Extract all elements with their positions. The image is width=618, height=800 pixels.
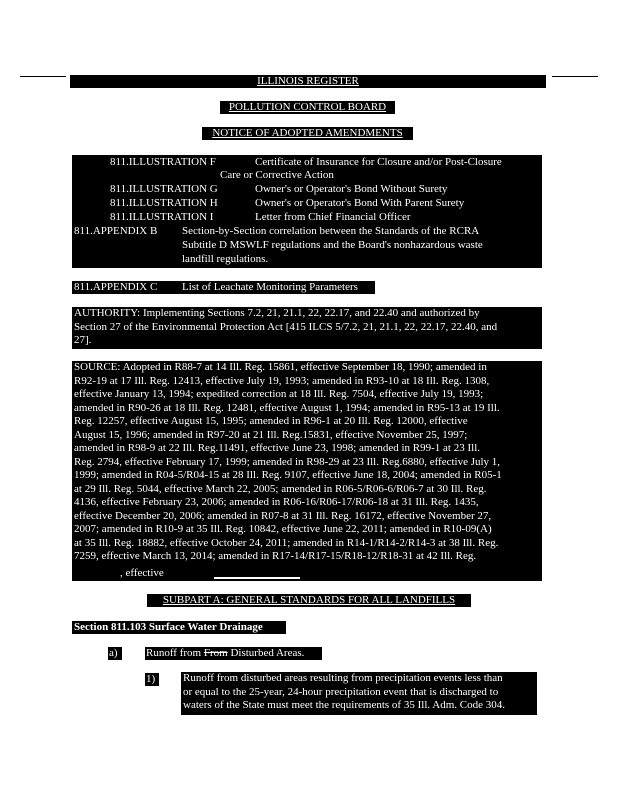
toc-illus-f-text-2: Care or Corrective Action xyxy=(220,169,334,181)
toc-illus-g-id: 811.ILLUSTRATION G xyxy=(110,183,218,195)
toc-app-c-row xyxy=(72,281,375,294)
blank-gap xyxy=(214,577,300,579)
source-line: effective January 13, 1994; expedited correction at 18 Ill. Reg. 7504, effective July 19, 1993; xyxy=(74,388,484,400)
item-a-text-after: Disturbed Areas. xyxy=(227,647,305,659)
source-line: Reg. 2794, effective February 17, 1999; amended in R98-29 at 23 Ill. Reg.6880, effective July 1, xyxy=(74,455,501,468)
top-rule-left xyxy=(20,76,66,77)
item-1-line-1: Runoff from disturbed areas resulting from precipitation events less than xyxy=(183,672,503,684)
toc-illus-i-text: Letter from Chief Financial Officer xyxy=(255,211,411,223)
register-title: ILLINOIS REGISTER xyxy=(257,75,359,87)
source-block xyxy=(72,361,542,567)
item-a-label: a) xyxy=(109,647,118,659)
source-line: at 35 Ill. Reg. 18882, effective October 24, 2011; amended in R14-1/R14-2/R14-3 at 38 Ill. Reg. xyxy=(74,536,499,549)
section-title: Section 811.103 Surface Water Drainage xyxy=(74,621,263,633)
source-line: amended in R90-26 at 18 Ill. Reg. 12481, effective August 1, 1994; amended in R95-13 at 19 Ill. xyxy=(74,401,500,414)
authority-block xyxy=(72,307,542,349)
toc-illus-i-id: 811.ILLUSTRATION I xyxy=(110,211,214,223)
source-line: amended in R98-9 at 22 Ill. Reg.11491, effective June 23, 1998; amended in R99-1 at 23 Ill. xyxy=(74,442,480,454)
authority-line-2: Section 27 of the Environmental Protection Act [415 ILCS 5/7.2, 21, 21.1, 22, 22.17, 22.40, and xyxy=(74,320,498,333)
item-a-text-before: Runoff from xyxy=(146,647,204,659)
notice-header xyxy=(202,127,413,140)
item-a-label-box xyxy=(108,647,122,660)
source-line: 2007; amended in R10-9 at 35 Ill. Reg. 10842, effective June 22, 2011; amended in R10-09(A) xyxy=(74,523,492,535)
toc-app-c-text: List of Leachate Monitoring Parameters xyxy=(182,281,358,293)
source-line: SOURCE: Adopted in R88-7 at 14 Ill. Reg. 15861, effective September 18, 1990; amended in xyxy=(74,361,487,373)
toc-illus-h-text: Owner's or Operator's Bond With Parent Surety xyxy=(255,197,465,209)
toc-block xyxy=(72,155,542,268)
source-line: 7259, effective March 13, 2014; amended in R17-14/R17-15/R18-12/R18-31 at 42 Ill. Reg. xyxy=(74,550,477,562)
board-title: POLLUTION CONTROL BOARD xyxy=(228,101,387,113)
toc-illus-g-text: Owner's or Operator's Bond Without Surety xyxy=(255,183,448,195)
source-line: effective December 20, 2006; amended in R07-8 at 31 Ill. Reg. 16172, effective November 27, xyxy=(74,509,492,522)
toc-illus-f-text-1: Certificate of Insurance for Closure and/or Post-Closure xyxy=(255,156,502,168)
toc-app-b-text-2: Subtitle D MSWLF regulations and the Board's nonhazardous waste xyxy=(182,239,483,251)
authority-line-1: AUTHORITY: Implementing Sections 7.2, 21, 21.1, 22, 22.17, and 22.40 and authorized by xyxy=(74,307,480,319)
toc-illus-h-id: 811.ILLUSTRATION H xyxy=(110,197,218,209)
item-1-text-box xyxy=(181,672,537,715)
source-line: 4136, effective February 23, 2006; amended in R06-16/R06-17/R06-18 at 31 Ill. Reg. 1435, xyxy=(74,496,479,508)
source-last-row xyxy=(72,567,542,581)
source-line: August 15, 1996; amended in R97-20 at 21 Ill. Reg.15831, effective November 25, 1997; xyxy=(74,428,468,441)
source-line: R92-19 at 17 Ill. Reg. 12413, effective July 19, 1993; amended in R93-10 at 18 Ill. Reg. 1308, xyxy=(74,374,490,387)
item-1-label: 1) xyxy=(146,673,156,685)
register-header xyxy=(70,75,546,88)
subpart-row xyxy=(147,594,471,607)
item-1-line-2: or equal to the 25-year, 24-hour precipitation event that is discharged to xyxy=(183,685,499,698)
toc-app-b-id: 811.APPENDIX B xyxy=(74,225,158,237)
section-row xyxy=(72,621,286,634)
source-last-line: , effective xyxy=(120,567,164,579)
notice-title: NOTICE OF ADOPTED AMENDMENTS xyxy=(212,127,403,139)
top-rule-right xyxy=(552,76,598,77)
subpart-title: SUBPART A: GENERAL STANDARDS FOR ALL LANDFILLS xyxy=(162,594,456,606)
toc-app-b-text-1: Section-by-Section correlation between the Standards of the RCRA xyxy=(182,225,480,237)
board-header xyxy=(220,101,395,114)
source-line: at 29 Ill. Reg. 5044, effective March 22, 2005; amended in R06-5/R06-6/R06-7 at 30 Ill. Reg. xyxy=(74,482,487,495)
source-line: Reg. 12257, effective August 15, 1995; amended in R96-1 at 20 Ill. Reg. 12000, effective xyxy=(74,415,468,427)
item-1-line-3: waters of the State must meet the requirements of 35 Ill. Adm. Code 304. xyxy=(183,699,505,711)
item-1-label-box xyxy=(145,673,159,686)
toc-app-b-text-3: landfill regulations. xyxy=(182,253,269,265)
item-a-text-box xyxy=(145,647,322,660)
toc-illus-f-id: 811.ILLUSTRATION F xyxy=(110,156,216,168)
authority-line-3: 27]. xyxy=(74,334,92,346)
toc-app-c-id: 811.APPENDIX C xyxy=(74,281,158,293)
item-a-text-struck: From xyxy=(203,647,228,659)
source-line: 1999; amended in R04-5/R04-15 at 28 Ill. Reg. 9107, effective June 18, 2004; amended in R05-1 xyxy=(74,469,502,481)
